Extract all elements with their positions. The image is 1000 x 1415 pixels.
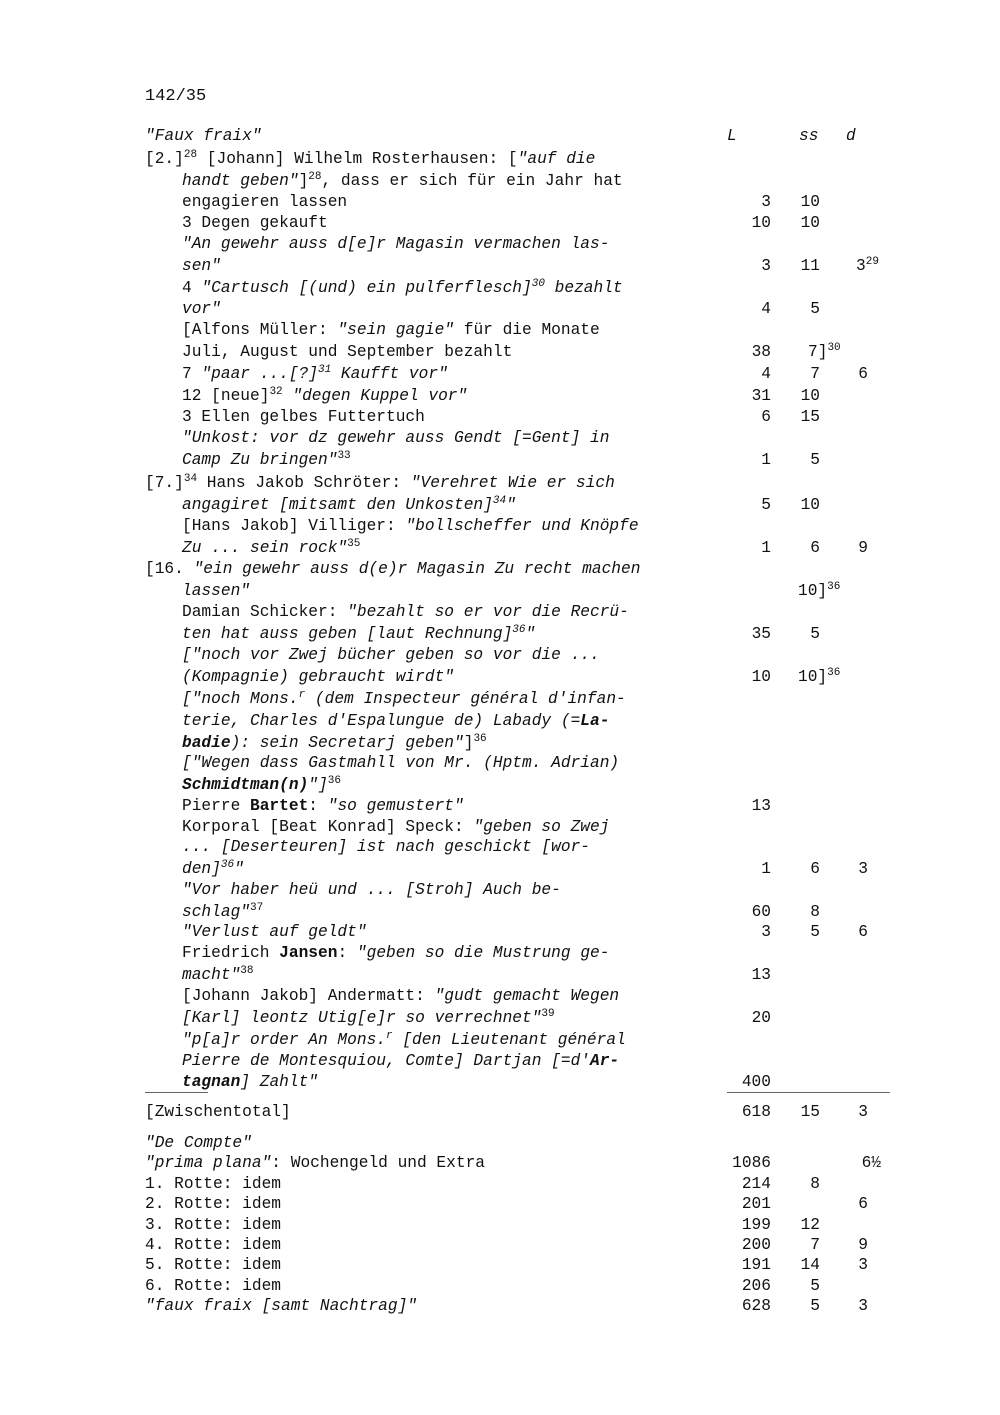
speck-line-1: Korporal [Beat Konrad] Speck: "geben so Zwej	[182, 818, 610, 836]
amount-l: 191	[741, 1256, 771, 1274]
amount-ss: 5	[810, 1277, 820, 1295]
amount-l: 20	[751, 1009, 771, 1027]
jansen-line-2: macht"$^{38}$	[182, 965, 254, 984]
amount-l: 1	[761, 451, 771, 469]
amount-ss: 10	[800, 496, 820, 514]
entry-2-line-3: engagieren lassen	[182, 193, 348, 211]
amount-l: 38	[751, 343, 771, 361]
rotte-label: 1. Rotte: idem	[145, 1175, 281, 1193]
speck-line-3: den]$^{36}$"	[182, 859, 244, 878]
amount-l: 6	[761, 408, 771, 426]
amount-d: $3^{29}$	[856, 256, 879, 275]
amount-d: 3	[858, 860, 868, 878]
ellen-line: 3 Ellen gelbes Futtertuch	[182, 408, 425, 426]
amount-l: 199	[741, 1216, 771, 1234]
amount-l: 3	[761, 923, 771, 941]
amount-l: 628	[741, 1297, 771, 1315]
amount-l: 4	[761, 365, 771, 383]
section-title-faux-fraix: "Faux fraix"	[145, 127, 262, 145]
villiger-line-1: [Hans Jakob] Villiger: "bollscheffer und Knöpfe	[182, 517, 639, 535]
amount-ss: 5	[810, 923, 820, 941]
amount-d: 9	[858, 539, 868, 557]
section-title-de-compte: "De Compte"	[145, 1134, 252, 1152]
amount-ss: 10]$^{36}$	[798, 667, 841, 686]
labady-line-1: ["noch Mons.$^r$ (dem Inspecteur général d'infan-	[182, 689, 626, 708]
amount-d: 6½	[861, 1154, 881, 1172]
amount-l: 60	[751, 903, 771, 921]
neue-line: 12 [neue]$^{32}$ "degen Kuppel vor"	[182, 386, 468, 405]
amount-ss: 5	[810, 300, 820, 318]
amount-l: 1086	[732, 1154, 771, 1172]
amount-ss: 7	[810, 1236, 820, 1254]
subtotal-rule-right	[727, 1092, 890, 1093]
amount-ss: 10	[800, 214, 820, 232]
gastmahl-line-1: ["Wegen dass Gastmahll von Mr. (Hptm. Adrian)	[182, 754, 620, 772]
alfons-line-2: Juli, August und September bezahlt	[182, 343, 513, 361]
dartjan-line-1: "p[a]r order An Mons.$^r$ [den Lieutenant général	[182, 1030, 626, 1049]
rotte-label: 6. Rotte: idem	[145, 1277, 281, 1295]
entry-7-line-1: $[7.]^{34}$ Hans Jakob Schröter: "Verehret Wie er sich	[145, 473, 615, 492]
amount-ss: 8	[810, 903, 820, 921]
prima-plana-line: "prima plana": Wochengeld und Extra	[145, 1154, 486, 1172]
jansen-line-1: Friedrich Jansen: "geben so die Mustrung ge-	[182, 944, 610, 962]
amount-d: 9	[858, 1236, 868, 1254]
andermatt-line-1: [Johann Jakob] Andermatt: "gudt gemacht Wegen	[182, 987, 620, 1005]
amount-ss: 7]$^{30}$	[808, 342, 841, 361]
unkost-line-1: "Unkost: vor dz gewehr auss Gendt [=Gent] in	[182, 429, 610, 447]
paar-line: 7 "paar ...[?]$^{31}$ Kaufft vor"	[182, 364, 448, 383]
amount-d: 6	[858, 923, 868, 941]
column-header-ss: ss	[799, 127, 819, 145]
alfons-line-1: [Alfons Müller: "sein gagie" für die Monate	[182, 321, 600, 339]
bartet-line: Pierre Bartet: "so gemustert"	[182, 797, 464, 815]
rotte-label: 5. Rotte: idem	[145, 1256, 281, 1274]
rotte-label: 4. Rotte: idem	[145, 1236, 281, 1254]
amount-ss: 10	[800, 387, 820, 405]
amount-l: 1	[761, 539, 771, 557]
verlust-line: "Verlust auf geldt"	[182, 923, 367, 941]
amount-l: 4	[761, 300, 771, 318]
entry-16-line-1: [16. "ein gewehr auss d(e)r Magasin Zu recht machen	[145, 560, 641, 578]
gewehr-line-1: "An gewehr auss d[e]r Magasin vermachen las-	[182, 235, 610, 253]
unkost-line-2: Camp Zu bringen"$^{33}$	[182, 450, 351, 469]
speck-line-2: ... [Deserteuren] ist nach geschickt [wor-	[182, 838, 590, 856]
subtotal-l: 618	[741, 1103, 771, 1121]
amount-d: 6	[858, 1195, 868, 1213]
column-header-l: L	[727, 127, 737, 145]
amount-l: 35	[751, 625, 771, 643]
entry-2-line-2: handt geben"]$^{28}$, dass er sich für ein Jahr hat	[182, 171, 623, 190]
amount-l: 10	[751, 668, 771, 686]
amount-ss: 8	[810, 1175, 820, 1193]
gastmahl-line-2: Schmidtman(n)"]$^{36}$	[182, 775, 341, 794]
heu-line-2: schlag"$^{37}$	[182, 902, 264, 921]
amount-l: 13	[751, 797, 771, 815]
amount-ss: 15	[800, 408, 820, 426]
amount-l: 214	[741, 1175, 771, 1193]
amount-l: 3	[761, 193, 771, 211]
rotte-label: 3. Rotte: idem	[145, 1216, 281, 1234]
cartusch-line-1: 4 "Cartusch [(und) ein pulferflesch]$^{30}$ bezahlt	[182, 278, 623, 297]
amount-ss: 5	[810, 1297, 820, 1315]
degen-line: 3 Degen gekauft	[182, 214, 328, 232]
entry-16-line-2: lassen"	[182, 582, 250, 600]
amount-l: 31	[751, 387, 771, 405]
labady-line-3: badie): sein Secretarj geben"]$^{36}$	[182, 733, 487, 752]
amount-l: 400	[741, 1073, 771, 1091]
amount-l: 201	[741, 1195, 771, 1213]
subtotal-rule-left	[145, 1092, 208, 1093]
gewehr-line-2: sen"	[182, 257, 221, 275]
amount-l: 3	[761, 257, 771, 275]
rotte-label: 2. Rotte: idem	[145, 1195, 281, 1213]
subtotal-d: 3	[858, 1103, 868, 1121]
buecher-line-2: (Kompagnie) gebraucht wirdt"	[182, 668, 454, 686]
schicker-line-2: ten hat auss geben [laut Rechnung]$^{36}$"	[182, 624, 536, 643]
amount-l: 5	[761, 496, 771, 514]
andermatt-line-2: [Karl] leontz Utig[e]r so verrechnet"$^{39}$	[182, 1008, 555, 1027]
amount-d: 6	[858, 365, 868, 383]
entry-7-line-2: angagiret [mitsamt den Unkosten]$^{34}$"	[182, 495, 516, 514]
subtotal-ss: 15	[800, 1103, 820, 1121]
subtotal-label: [Zwischentotal]	[145, 1103, 291, 1121]
page-reference: 142/35	[145, 87, 207, 106]
amount-d: 3	[858, 1297, 868, 1315]
amount-ss: 5	[810, 451, 820, 469]
amount-l: 206	[741, 1277, 771, 1295]
cartusch-line-2: vor"	[182, 300, 221, 318]
heu-line-1: "Vor haber heü und ... [Stroh] Auch be-	[182, 881, 561, 899]
dartjan-line-2: Pierre de Montesquiou, Comte] Dartjan [=d'Ar-	[182, 1052, 620, 1070]
amount-l: 1	[761, 860, 771, 878]
amount-l: 10	[751, 214, 771, 232]
amount-ss: 10]$^{36}$	[798, 581, 841, 600]
amount-ss: 12	[800, 1216, 820, 1234]
amount-ss: 6	[810, 860, 820, 878]
amount-ss: 7	[810, 365, 820, 383]
amount-l: 200	[741, 1236, 771, 1254]
column-header-d: d	[846, 127, 856, 145]
amount-ss: 14	[800, 1256, 820, 1274]
amount-ss: 11	[800, 257, 820, 275]
villiger-line-2: Zu ... sein rock"$^{35}$	[182, 538, 361, 557]
amount-ss: 10	[800, 193, 820, 211]
schicker-line-1: Damian Schicker: "bezahlt so er vor die Recrü-	[182, 603, 629, 621]
labady-line-2: terie, Charles d'Espalungue de) Labady (=La-	[182, 712, 610, 730]
buecher-line-1: ["noch vor Zwej bücher geben so vor die ...	[182, 646, 600, 664]
amount-ss: 5	[810, 625, 820, 643]
amount-d: 3	[858, 1256, 868, 1274]
faux-fraix-nachtrag-line: "faux fraix [samt Nachtrag]"	[145, 1297, 417, 1315]
amount-ss: 6	[810, 539, 820, 557]
dartjan-line-3: tagnan] Zahlt"	[182, 1073, 319, 1091]
entry-2-line-1: $[2.]^{28}$ [Johann] Wilhelm Rosterhausen: ["auf die	[145, 149, 596, 168]
amount-l: 13	[751, 966, 771, 984]
